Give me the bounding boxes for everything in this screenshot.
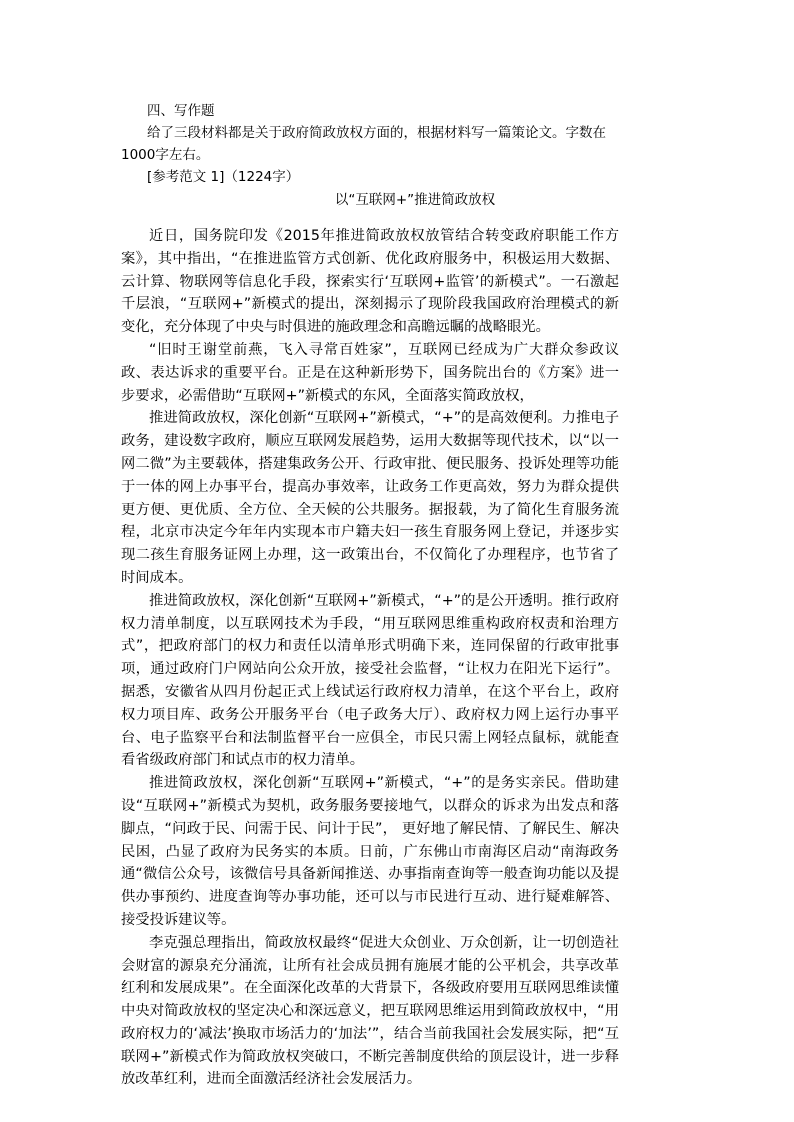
essay-paragraph: 推进简政放权，深化创新“互联网+”新模式，“+”的是公开透明。推行政府权力清单制度，以互联网技术为手段，“用互联网思维重构政府权责和治理方式”，把政府部门的权力和责任以清单形式明确下来，连同保留的行政审批事项，通过政府门户网站向公众开放，接受社会监督，“让权力在阳光下运行”。 据悉，安徽省从四月份起正式上线试运行政府权力清单，在这个平台上，政府权力项目库、政务公开服务平台（电子政务大厅）、政府权力网上运行办事平台、电子监察平台和法制监督平台一应俱全，市民只需上网轻点鼠标，就能查看省级政府部门和试点市的权力清单。 bbox=[121, 592, 619, 769]
essay-body bbox=[121, 225, 619, 1091]
question-instruction: 给了三段材料都是关于政府简政放权方面的，根据材料写一篇策论文。字数在 1000字左右。 bbox=[121, 125, 606, 163]
sample-essay-label: [参考范文 1]（1224字） bbox=[147, 169, 300, 185]
essay-paragraph: 推进简政放权，深化创新“互联网+”新模式，“+”的是务实亲民。借助建设“互联网+”新模式为契机，政务服务要接地气，以群众的诉求为出发点和落脚点，“问政于民、问需于民、问计于民”， 更好地了解民情、了解民生、解决民困，凸显了政府为民务实的本质。日前，广东佛山市南海区启动“南海政务通“微信公众号，该微信号具备新闻推送、办事指南查询等一般查询功能以及提供办事预约、进度查询等办事功能，还可以与市民进行互动、进行疑难解答、接受投诉建议等。 bbox=[121, 775, 619, 928]
essay-paragraph: 李克强总理指出，简政放权最终“促进大众创业、万众创新，让一切创造社会财富的源泉充分涌流，让所有社会成员拥有施展才能的公平机会，共享改革红利和发展成果”。在全面深化改革的大背景下，各级政府要用互联网思维读懂中央对简政放权的坚定决心和深远意义，把互联网思维运用到简政放权中，“用政府权力的‘减法’换取市场活力的‘加法’”，结合当前我国社会发展实际，把“互联网+”新模式作为简政放权突破口，不断完善制度供给的顶层设计，进一步释放改革红利，进而全面激活经济社会发展活力。 bbox=[121, 934, 619, 1088]
section-heading: 四、写作题 bbox=[147, 103, 215, 119]
essay-paragraph: “旧时王谢堂前燕，飞入寻常百姓家”，互联网已经成为广大群众参政议政、表达诉求的重要平台。正是在这种新形势下，国务院出台的《方案》进一步要求，必需借助“互联网+”新模式的东风，全面落实简政放权， bbox=[121, 341, 619, 404]
essay-paragraph: 近日，国务院印发《2015年推进简政放权放管结合转变政府职能工作方案》，其中指出，“在推进监管方式创新、优化政府服务中，积极运用大数据、云计算、物联网等信息化手段，探索实行‘互联网+监管’的新模式”。一石激起千层浪，“互联网+”新模式的提出，深刻揭示了现阶段我国政府治理模式的新变化，充分体现了中央与时俱进的施政理念和高瞻远瞩的战略眼光。 bbox=[121, 228, 619, 336]
essay-title: 以“互联网+”推进简政放权 bbox=[334, 192, 496, 208]
essay-paragraph: 推进简政放权，深化创新“互联网+”新模式，“+”的是高效便利。力推电子政务，建设数字政府，顺应互联网发展趋势，运用大数据等现代技术，以“以一网二微”为主要载体，搭建集政务公开、行政审批、便民服务、投诉处理等功能于一体的网上办事平台，提高办事效率，让政务工作更高效，努力为群众提供更方便、更优质、全方位、全天候的公共服务。据报载，为了简化生育服务流程，北京市决定今年年内实现本市户籍夫妇一孩生育服务网上登记，并逐步实现二孩生育服务证网上办理，这一政策出台，不仅简化了办理程序，也节省了时间成本。 bbox=[121, 410, 619, 586]
